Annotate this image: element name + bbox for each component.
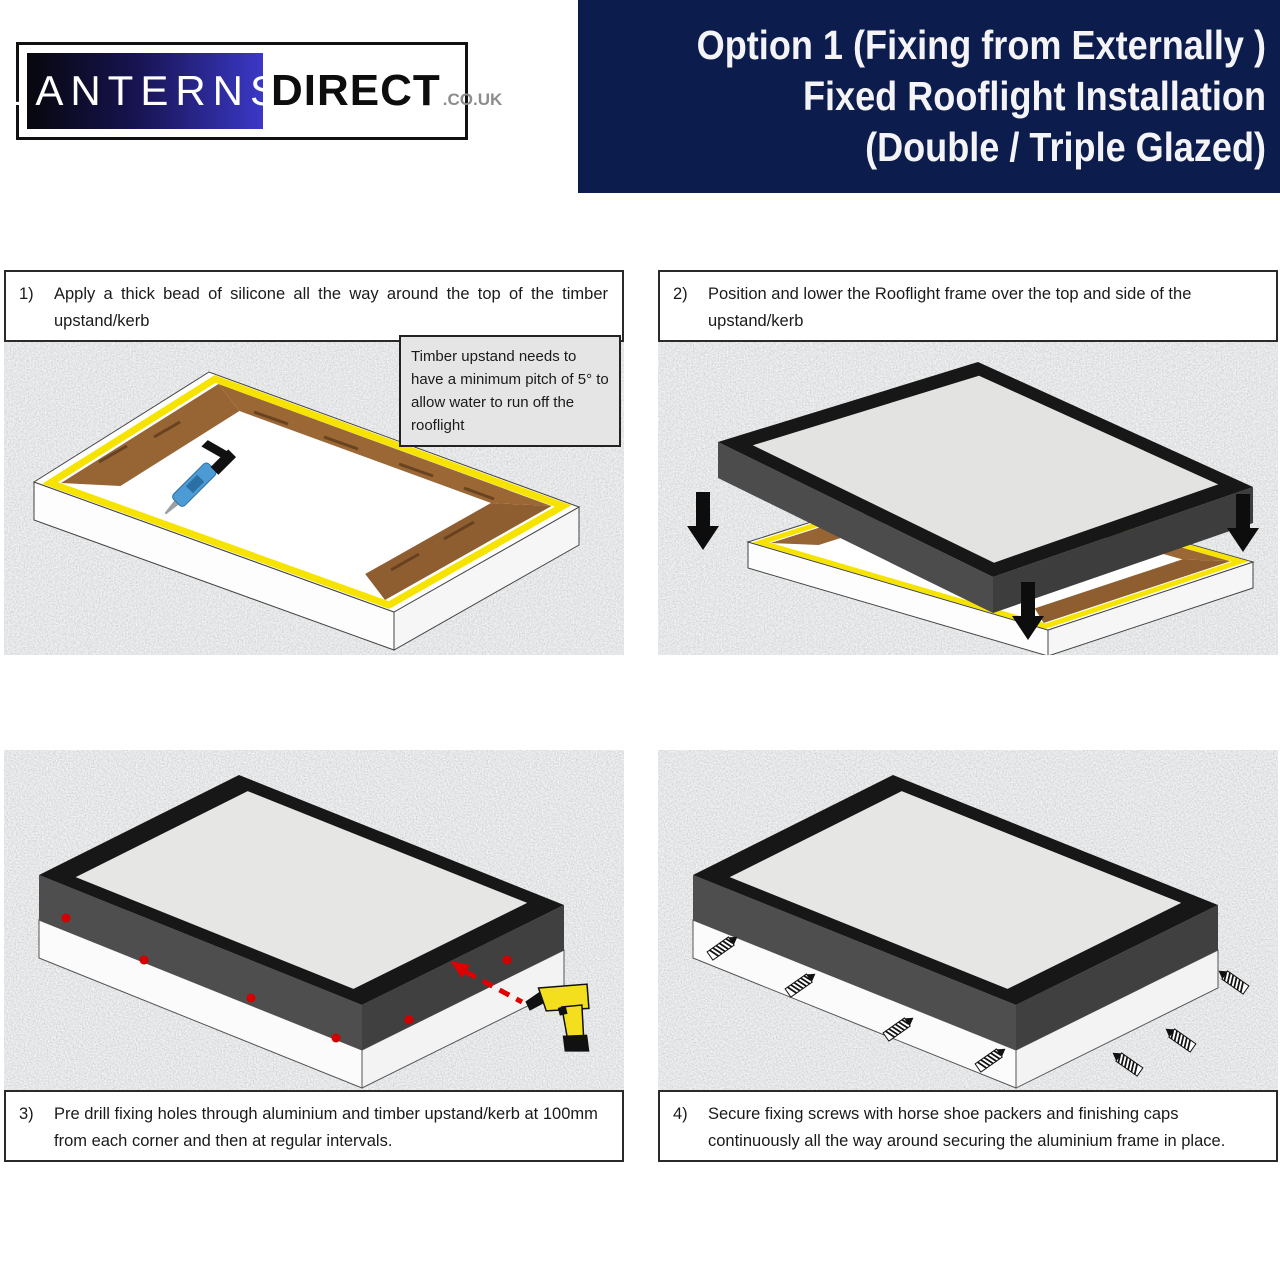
step3-text: Pre drill fixing holes through aluminium and timber upstand/kerb at 100mm from each corner and then at regular intervals. bbox=[54, 1105, 598, 1150]
step1-panel bbox=[4, 270, 624, 655]
logo-tld-text: .CO.UK bbox=[442, 90, 503, 109]
step2-text: Position and lower the Rooflight frame over the top and side of the upstand/kerb bbox=[708, 285, 1192, 330]
step3-diagram bbox=[4, 750, 624, 1090]
title-line-2: Fixed Rooflight Installation bbox=[802, 73, 1266, 119]
title-lines bbox=[661, 20, 1266, 173]
logo-gradient-block bbox=[4, 53, 286, 129]
step4-number: 4) bbox=[673, 1105, 688, 1123]
step2-panel bbox=[658, 270, 1278, 655]
step1-instruction bbox=[4, 270, 624, 342]
step4-instruction bbox=[658, 1090, 1278, 1162]
logo-secondary-text: DIRECT bbox=[271, 66, 441, 115]
step4-panel bbox=[658, 750, 1278, 1162]
step2-instruction bbox=[658, 270, 1278, 342]
pitch-note bbox=[399, 335, 621, 447]
step3-panel bbox=[4, 750, 624, 1162]
step1-number: 1) bbox=[19, 285, 34, 303]
step4-diagram bbox=[658, 750, 1278, 1090]
step3-number: 3) bbox=[19, 1105, 34, 1123]
step2-number: 2) bbox=[673, 285, 688, 303]
step2-diagram bbox=[658, 342, 1278, 655]
step1-text: Apply a thick bead of silicone all the way around the top of the timber upstand/kerb bbox=[54, 285, 608, 330]
pitch-note-text: Timber upstand needs to have a minimum pitch of 5° to allow water to run off the rooflight bbox=[411, 348, 609, 434]
lanterns-direct-logo bbox=[4, 42, 503, 140]
title-line-1: Option 1 (Fixing from Externally ) bbox=[696, 22, 1266, 68]
step4-text: Secure fixing screws with horse shoe packers and finishing caps continuously all the way around securing the aluminium frame in place. bbox=[708, 1105, 1226, 1150]
logo-primary-text: LANTERNS bbox=[4, 67, 286, 114]
title-line-3: (Double / Triple Glazed) bbox=[865, 124, 1266, 170]
step3-instruction bbox=[4, 1090, 624, 1162]
title-banner bbox=[578, 0, 1280, 193]
logo-right-block bbox=[263, 66, 502, 116]
